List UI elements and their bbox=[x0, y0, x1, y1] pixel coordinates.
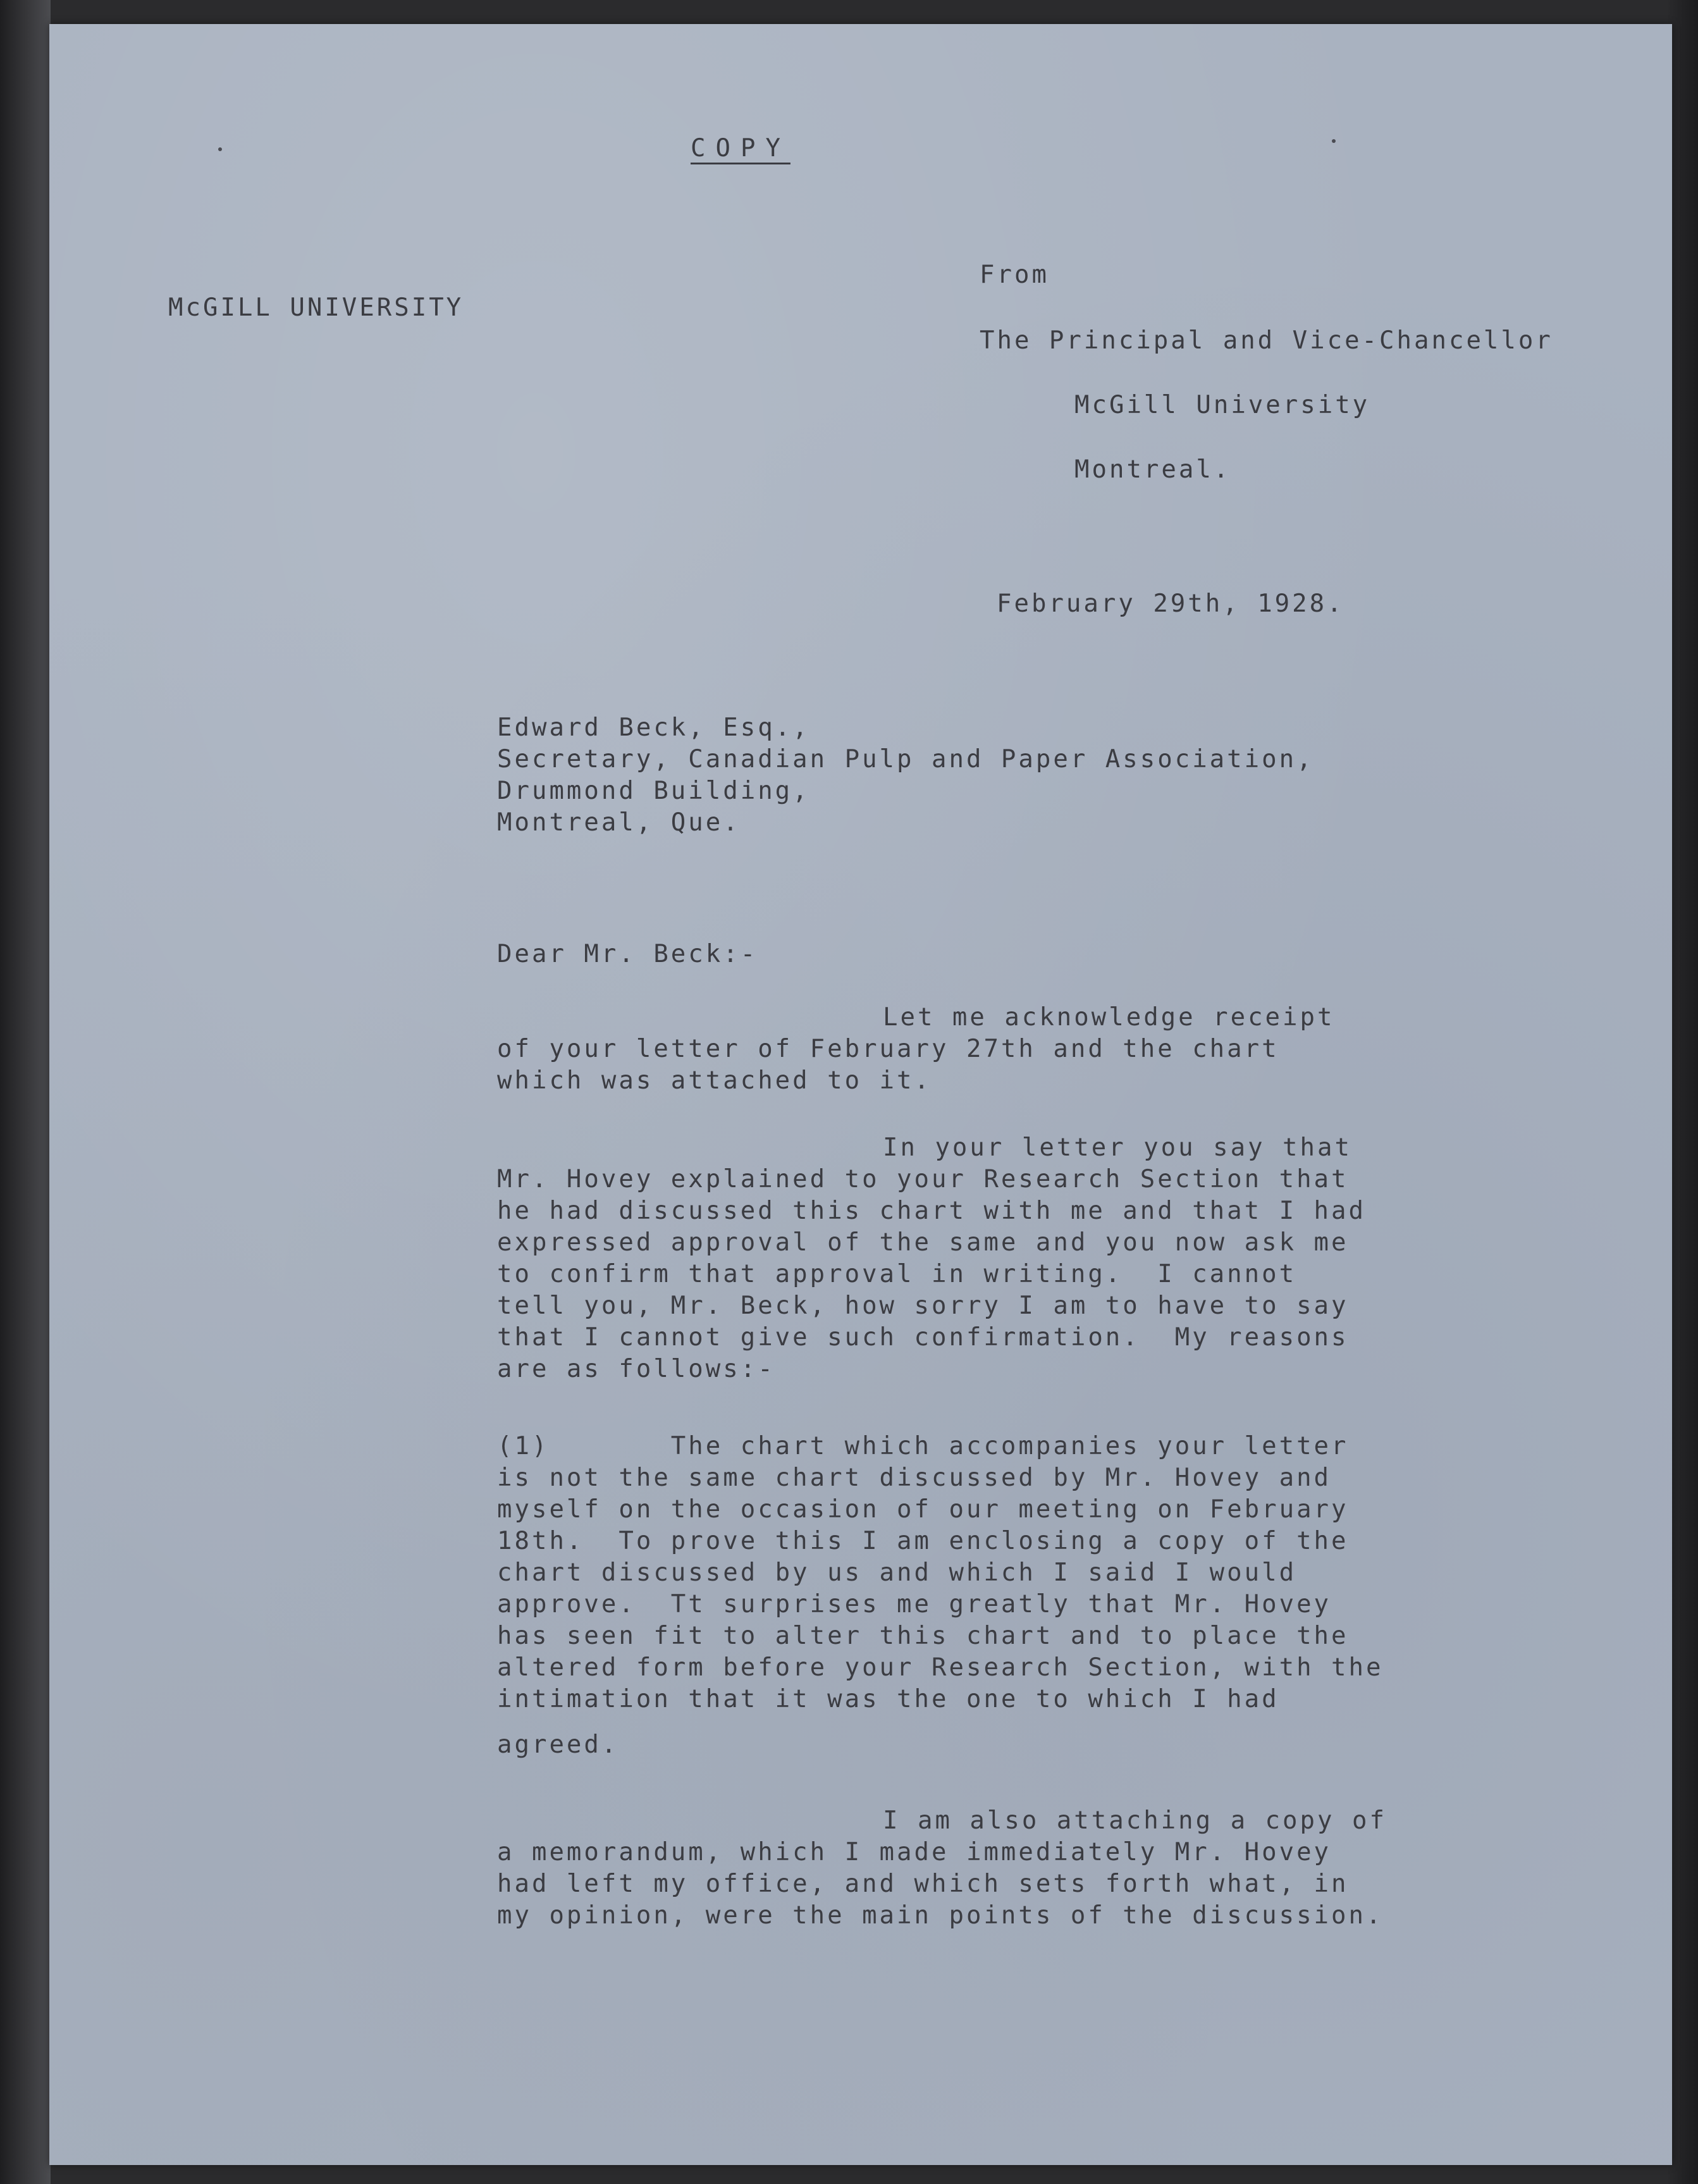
paragraph-1-line: which was attached to it. bbox=[497, 1066, 932, 1095]
paragraph-3-line: intimation that it was the one to which I had bbox=[497, 1685, 1279, 1713]
letter-page bbox=[49, 24, 1672, 2165]
paragraph-3-line: altered form before your Research Section, with the bbox=[497, 1653, 1384, 1682]
paragraph-4-line: my opinion, were the main points of the discussion. bbox=[497, 1901, 1384, 1930]
paragraph-2-line: that I cannot give such confirmation. My reasons bbox=[497, 1323, 1349, 1352]
salutation: Dear Mr. Beck:- bbox=[497, 940, 758, 968]
letterhead-left: McGILL UNIVERSITY bbox=[168, 293, 464, 322]
paragraph-4-line: I am also attaching a copy of bbox=[883, 1806, 1387, 1835]
recipient-name: Edward Beck, Esq., bbox=[497, 713, 810, 742]
paragraph-4-line: had left my office, and which sets forth what, in bbox=[497, 1870, 1349, 1898]
paragraph-2-line: In your letter you say that bbox=[883, 1133, 1352, 1162]
recipient-building: Drummond Building, bbox=[497, 777, 810, 805]
recipient-city: Montreal, Que. bbox=[497, 808, 741, 837]
paragraph-2-line: expressed approval of the same and you now ask me bbox=[497, 1228, 1349, 1257]
paragraph-1-line: of your letter of February 27th and the chart bbox=[497, 1035, 1279, 1063]
paragraph-2-line: Mr. Hovey explained to your Research Section that bbox=[497, 1165, 1349, 1194]
paper-speck bbox=[1332, 139, 1336, 143]
paragraph-3-line: is not the same chart discussed by Mr. Hovey and bbox=[497, 1464, 1332, 1492]
from-line-2: McGill University bbox=[1074, 391, 1370, 419]
recipient-title: Secretary, Canadian Pulp and Paper Association, bbox=[497, 745, 1314, 774]
paragraph-1-line: Let me acknowledge receipt bbox=[883, 1003, 1335, 1032]
paragraph-2-line: he had discussed this chart with me and that I had bbox=[497, 1197, 1366, 1225]
scanner-frame-right bbox=[1668, 0, 1698, 2184]
from-label: From bbox=[980, 261, 1049, 289]
paragraph-3-line: agreed. bbox=[497, 1731, 619, 1759]
from-line-1: The Principal and Vice-Chancellor bbox=[980, 326, 1553, 355]
paragraph-3-line: 18th. To prove this I am enclosing a copy of the bbox=[497, 1527, 1349, 1555]
paragraph-3-line: has seen fit to alter this chart and to place the bbox=[497, 1622, 1349, 1650]
scanner-frame-left bbox=[0, 0, 51, 2184]
paragraph-4-line: a memorandum, which I made immediately Mr. Hovey bbox=[497, 1838, 1332, 1866]
paragraph-2-line: tell you, Mr. Beck, how sorry I am to have to say bbox=[497, 1292, 1349, 1320]
paragraph-2-line: to confirm that approval in writing. I cannot bbox=[497, 1260, 1297, 1288]
letter-date: February 29th, 1928. bbox=[997, 589, 1344, 618]
paragraph-3-line: (1) The chart which accompanies your letter bbox=[497, 1432, 1349, 1460]
paragraph-3-line: myself on the occasion of our meeting on February bbox=[497, 1495, 1349, 1524]
from-line-3: Montreal. bbox=[1074, 455, 1231, 484]
paragraph-2-line: are as follows:- bbox=[497, 1355, 775, 1383]
paragraph-3-line: chart discussed by us and which I said I would bbox=[497, 1558, 1297, 1587]
paper-speck bbox=[218, 147, 222, 151]
paragraph-3-line: approve. Tt surprises me greatly that Mr. Hovey bbox=[497, 1590, 1332, 1619]
copy-mark: COPY bbox=[691, 134, 791, 163]
